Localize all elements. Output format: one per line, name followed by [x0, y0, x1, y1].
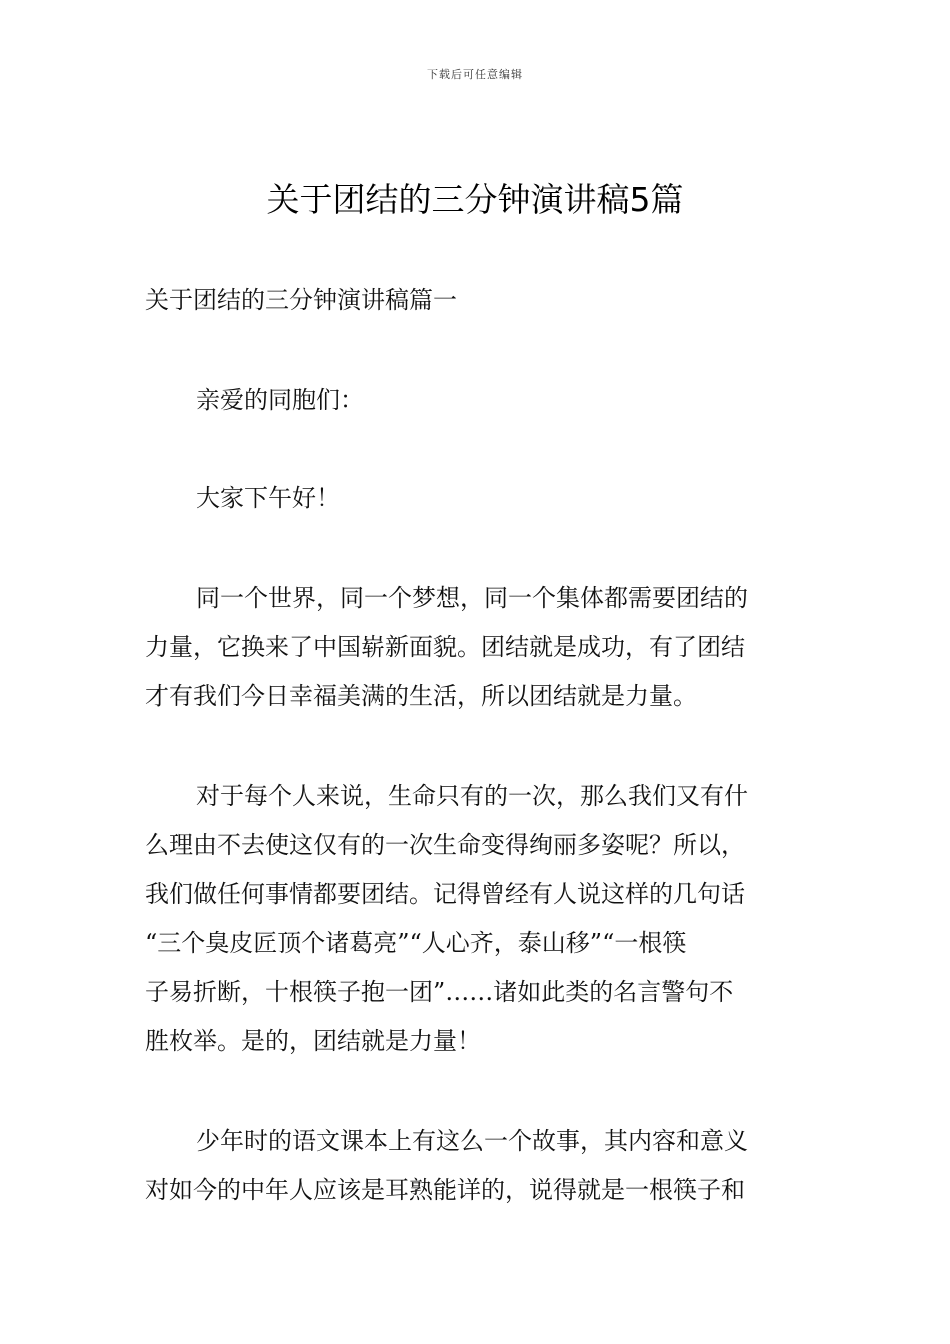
document-title: 关于团结的三分钟演讲稿5篇 — [266, 180, 684, 219]
paragraph-1-line-2: 力量，它换来了中国崭新面貌。团结就是成功，有了团结 — [145, 633, 745, 661]
greeting: 大家下午好！ — [196, 484, 340, 512]
paragraph-2-line-5: 子易折断，十根筷子抱一团”……诸如此类的名言警句不 — [145, 978, 734, 1006]
salutation: 亲爱的同胞们： — [196, 386, 364, 414]
paragraph-1-line-1: 同一个世界，同一个梦想，同一个集体都需要团结的 — [196, 584, 748, 612]
paragraph-2-line-6: 胜枚举。是的，团结就是力量！ — [145, 1027, 481, 1055]
paragraph-3-line-1: 少年时的语文课本上有这么一个故事，其内容和意义 — [196, 1127, 748, 1155]
paragraph-2-line-1: 对于每个人来说，生命只有的一次，那么我们又有什 — [196, 782, 748, 810]
paragraph-3-line-2: 对如今的中年人应该是耳熟能详的，说得就是一根筷子和 — [145, 1176, 745, 1204]
header-note: 下载后可任意编辑 — [427, 68, 523, 81]
section-heading: 关于团结的三分钟演讲稿篇一 — [145, 286, 457, 314]
paragraph-2-line-2: 么理由不去使这仅有的一次生命变得绚丽多姿呢？所以， — [145, 831, 745, 859]
paragraph-1-line-3: 才有我们今日幸福美满的生活，所以团结就是力量。 — [145, 682, 697, 710]
paragraph-2-line-3: 我们做任何事情都要团结。记得曾经有人说这样的几句话 — [145, 880, 745, 908]
paragraph-2-line-4: “三个臭皮匠顶个诸葛亮”“人心齐，泰山移”“一根筷 — [145, 929, 687, 957]
